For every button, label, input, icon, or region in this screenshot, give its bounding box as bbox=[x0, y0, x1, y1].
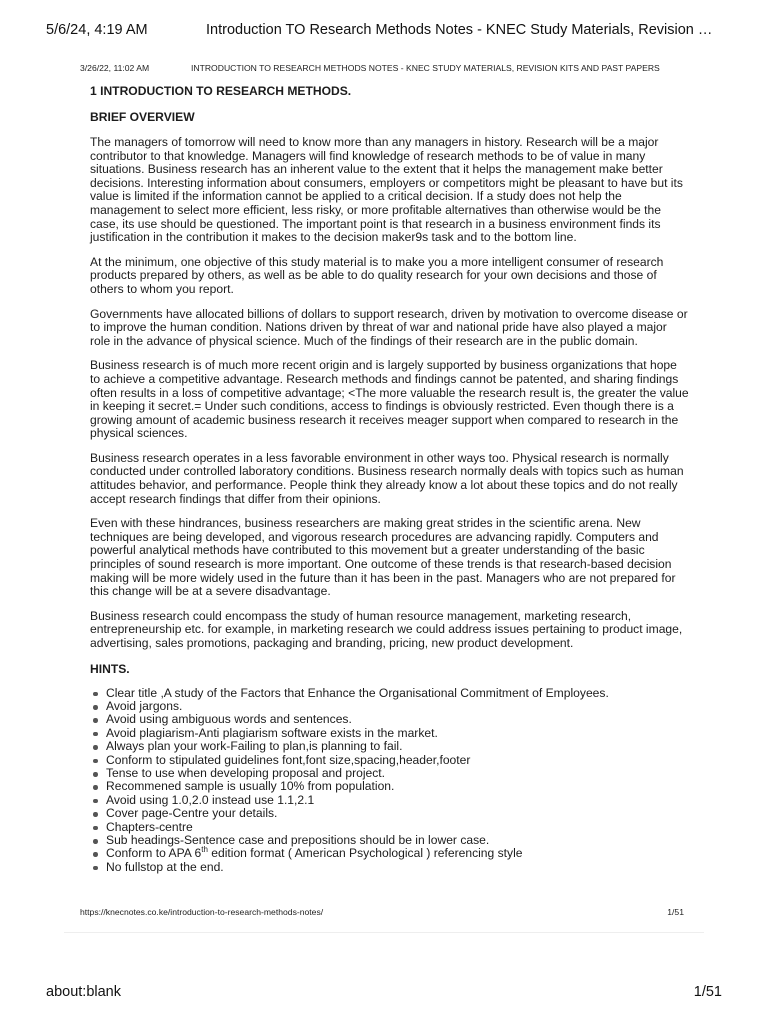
list-item: Avoid jargons. bbox=[90, 700, 690, 713]
list-item: Cover page-Centre your details. bbox=[90, 807, 690, 820]
print-title: Introduction TO Research Methods Notes - KNEC Study Materials, Revision … bbox=[206, 22, 713, 38]
list-item bbox=[90, 847, 690, 860]
paragraph: Business research is of much more recent origin and is largely supported by business organizations that hope to achieve a competitive advantage. Research methods and findings cannot be patented, and sharing findings often results in a loss of competitive advantage; <The more valuable the research result is, the greater the value in keeping it secret.= Under such conditions, access to findings is obviously restricted. Even though there is a growing amount of academic business research it receives meager support when compared to research in the physical sciences. bbox=[90, 358, 689, 441]
list-item: Avoid using ambiguous words and sentences. bbox=[90, 713, 690, 726]
paragraph: The managers of tomorrow will need to know more than any managers in history. Research will be a major contributor to that knowledge. Managers will find knowledge of research methods to be of value in many situations. Business research has an inherent value to the extent that it helps the management make better decisions. Interesting information about consumers, employers or competitors might be pleasant to have but its value is limited if the information cannot be applied to a critical decision. If a study does not help the management to select more efficient, less risky, or more profitable alternatives than otherwise would be the case, its use should be questioned. The important point is that research in a business environment finds its justification in the contribution it makes to the decision maker9s task and to the bottom line. bbox=[90, 135, 683, 245]
document-page bbox=[64, 58, 704, 933]
hint-apa-superscript: th bbox=[201, 845, 208, 855]
paragraph: At the minimum, one objective of this study material is to make you a more intelligent consumer of research products prepared by others, as well as be able to do quality research for your own decisions and those of others to whom you report. bbox=[90, 254, 664, 296]
page-header-datetime: 3/26/22, 11:02 AM bbox=[80, 63, 150, 73]
page-footer-number: 1/51 bbox=[667, 907, 684, 917]
hints-list bbox=[90, 687, 690, 875]
page-header-title: INTRODUCTION TO RESEARCH METHODS NOTES - KNEC STUDY MATERIALS, REVISION KITS AND PAST PAPERS bbox=[191, 63, 660, 73]
list-item: Clear title ,A study of the Factors that Enhance the Organisational Commitment of Employees. bbox=[90, 687, 690, 700]
page-footer-url: https://knecnotes.co.ke/introduction-to-research-methods-notes/ bbox=[80, 907, 324, 917]
document-content bbox=[90, 84, 690, 874]
hint-apa-text: Conform to APA 6 bbox=[106, 846, 202, 861]
section-heading-hints: HINTS. bbox=[90, 661, 130, 676]
list-item: Tense to use when developing proposal and project. bbox=[90, 767, 690, 780]
list-item: Chapters-centre bbox=[90, 821, 690, 834]
paragraph: Business research operates in a less favorable environment in other ways too. Physical research is normally conducted under controlled laboratory conditions. Business research normally deals with topics such as human attitudes behavior, and performance. People think they already know a lot about these topics and do not really accept research findings that differ from their opinions. bbox=[90, 450, 684, 506]
print-footer-url: about:blank bbox=[46, 984, 121, 1000]
section-heading-overview: BRIEF OVERVIEW bbox=[90, 110, 195, 124]
list-item: No fullstop at the end. bbox=[90, 861, 690, 874]
list-item: Conform to stipulated guidelines font,font size,spacing,header,footer bbox=[90, 754, 690, 767]
print-datetime: 5/6/24, 4:19 AM bbox=[46, 22, 148, 38]
list-item: Sub headings-Sentence case and prepositions should be in lower case. bbox=[90, 834, 690, 847]
list-item: Avoid using 1.0,2.0 instead use 1.1,2.1 bbox=[90, 794, 690, 807]
document-heading: 1 INTRODUCTION TO RESEARCH METHODS. bbox=[90, 84, 352, 98]
list-item: Always plan your work-Failing to plan,is planning to fail. bbox=[90, 740, 690, 753]
list-item: Recommened sample is usually 10% from population. bbox=[90, 780, 690, 793]
paragraph: Even with these hindrances, business researchers are making great strides in the scientific arena. New techniques are being developed, and vigorous research procedures are advancing rapidly. Computers and powerful analytical methods have contributed to this movement but a greater understanding of the basic principles of sound research is more important. One outcome of these trends is that research-based decision making will be more widely used in the future than it has been in the past. Managers who are not prepared for this change will be at a severe disadvantage. bbox=[90, 516, 676, 599]
hint-apa-text-rest: edition format ( American Psychological ) referencing style bbox=[207, 846, 523, 861]
print-footer-page: 1/51 bbox=[693, 984, 722, 1000]
paragraph: Governments have allocated billions of dollars to support research, driven by motivation to overcome disease or to improve the human condition. Nations driven by threat of war and national pride have also played a major role in the advance of physical science. Much of the findings of their research are in the public domain. bbox=[90, 306, 688, 348]
paragraph: Business research could encompass the study of human resource management, marketing research, entrepreneurship etc. for example, in marketing research we could address issues pertaining to product image, advertising, sales promotions, packaging and branding, pricing, new product development. bbox=[90, 608, 683, 650]
list-item: Avoid plagiarism-Anti plagiarism software exists in the market. bbox=[90, 727, 690, 740]
